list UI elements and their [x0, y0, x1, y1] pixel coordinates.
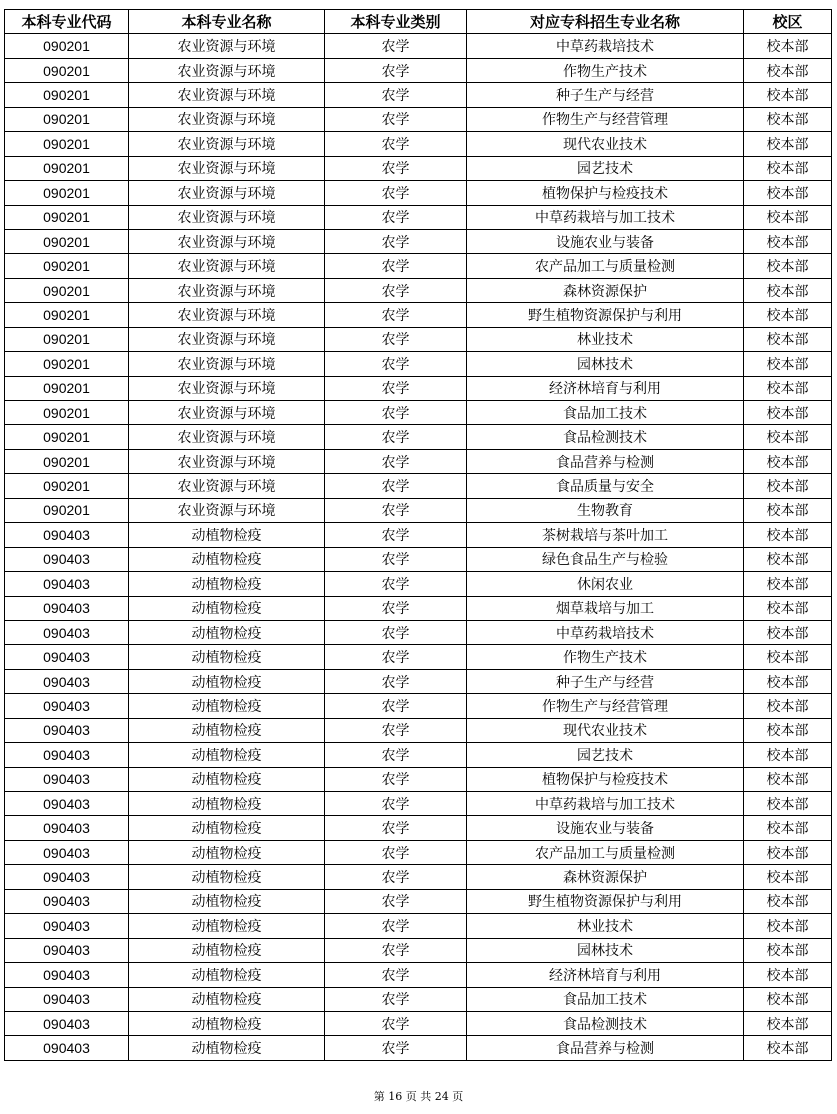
table-row — [5, 254, 832, 278]
cell-college-major: 食品检测技术 — [467, 1011, 744, 1035]
cell-major-name: 动植物检疫 — [129, 792, 325, 816]
cell-category: 农学 — [325, 474, 467, 498]
cell-code: 090201 — [5, 132, 129, 156]
cell-code: 090403 — [5, 987, 129, 1011]
cell-category: 农学 — [325, 840, 467, 864]
table-row — [5, 914, 832, 938]
cell-college-major: 农产品加工与质量检测 — [467, 254, 744, 278]
cell-college-major: 园艺技术 — [467, 743, 744, 767]
cell-college-major: 经济林培育与利用 — [467, 376, 744, 400]
cell-major-name: 农业资源与环境 — [129, 58, 325, 82]
table-row — [5, 987, 832, 1011]
cell-campus: 校本部 — [744, 401, 832, 425]
table-row — [5, 83, 832, 107]
cell-code: 090403 — [5, 767, 129, 791]
cell-college-major: 林业技术 — [467, 914, 744, 938]
cell-category: 农学 — [325, 792, 467, 816]
cell-college-major: 食品质量与安全 — [467, 474, 744, 498]
cell-college-major: 生物教育 — [467, 498, 744, 522]
cell-college-major: 现代农业技术 — [467, 132, 744, 156]
cell-code: 090403 — [5, 694, 129, 718]
cell-major-name: 农业资源与环境 — [129, 376, 325, 400]
cell-category: 农学 — [325, 156, 467, 180]
cell-campus: 校本部 — [744, 425, 832, 449]
table-row — [5, 132, 832, 156]
cell-campus: 校本部 — [744, 963, 832, 987]
cell-major-name: 农业资源与环境 — [129, 327, 325, 351]
table-row — [5, 547, 832, 571]
cell-major-name: 农业资源与环境 — [129, 181, 325, 205]
cell-category: 农学 — [325, 914, 467, 938]
cell-category: 农学 — [325, 596, 467, 620]
cell-college-major: 野生植物资源保护与利用 — [467, 889, 744, 913]
table-row — [5, 303, 832, 327]
cell-campus: 校本部 — [744, 181, 832, 205]
table-row — [5, 1011, 832, 1035]
cell-major-name: 农业资源与环境 — [129, 449, 325, 473]
cell-code: 090403 — [5, 792, 129, 816]
cell-code: 090403 — [5, 914, 129, 938]
cell-college-major: 食品检测技术 — [467, 425, 744, 449]
cell-code: 090403 — [5, 620, 129, 644]
cell-campus: 校本部 — [744, 645, 832, 669]
cell-code: 090403 — [5, 1011, 129, 1035]
cell-campus: 校本部 — [744, 669, 832, 693]
cell-code: 090403 — [5, 596, 129, 620]
cell-major-name: 农业资源与环境 — [129, 425, 325, 449]
header-campus: 校区 — [744, 10, 832, 34]
cell-major-name: 农业资源与环境 — [129, 474, 325, 498]
cell-college-major: 森林资源保护 — [467, 278, 744, 302]
cell-category: 农学 — [325, 107, 467, 131]
cell-campus: 校本部 — [744, 816, 832, 840]
cell-code: 090201 — [5, 83, 129, 107]
cell-code: 090403 — [5, 547, 129, 571]
table-row — [5, 865, 832, 889]
cell-code: 090403 — [5, 1036, 129, 1060]
cell-category: 农学 — [325, 718, 467, 742]
cell-major-name: 动植物检疫 — [129, 718, 325, 742]
cell-category: 农学 — [325, 376, 467, 400]
cell-campus: 校本部 — [744, 229, 832, 253]
cell-code: 090403 — [5, 645, 129, 669]
table-row — [5, 327, 832, 351]
cell-major-name: 动植物检疫 — [129, 1036, 325, 1060]
cell-category: 农学 — [325, 694, 467, 718]
table-row — [5, 181, 832, 205]
cell-code: 090201 — [5, 229, 129, 253]
cell-category: 农学 — [325, 743, 467, 767]
table-row — [5, 963, 832, 987]
cell-major-name: 动植物检疫 — [129, 938, 325, 962]
cell-code: 090201 — [5, 376, 129, 400]
cell-major-name: 动植物检疫 — [129, 889, 325, 913]
cell-code: 090403 — [5, 816, 129, 840]
header-college-major: 对应专科招生专业名称 — [467, 10, 744, 34]
cell-campus: 校本部 — [744, 132, 832, 156]
cell-campus: 校本部 — [744, 254, 832, 278]
cell-college-major: 植物保护与检疫技术 — [467, 767, 744, 791]
cell-major-name: 农业资源与环境 — [129, 83, 325, 107]
cell-campus: 校本部 — [744, 914, 832, 938]
cell-major-name: 农业资源与环境 — [129, 205, 325, 229]
cell-code: 090201 — [5, 254, 129, 278]
cell-category: 农学 — [325, 572, 467, 596]
cell-campus: 校本部 — [744, 792, 832, 816]
cell-college-major: 中草药栽培技术 — [467, 34, 744, 58]
cell-college-major: 作物生产技术 — [467, 58, 744, 82]
cell-major-name: 农业资源与环境 — [129, 498, 325, 522]
cell-college-major: 设施农业与装备 — [467, 816, 744, 840]
cell-category: 农学 — [325, 938, 467, 962]
cell-code: 090201 — [5, 352, 129, 376]
cell-campus: 校本部 — [744, 547, 832, 571]
table-row — [5, 58, 832, 82]
cell-category: 农学 — [325, 132, 467, 156]
cell-college-major: 作物生产与经营管理 — [467, 107, 744, 131]
cell-major-name: 动植物检疫 — [129, 987, 325, 1011]
cell-code: 090201 — [5, 303, 129, 327]
cell-campus: 校本部 — [744, 865, 832, 889]
cell-campus: 校本部 — [744, 987, 832, 1011]
cell-campus: 校本部 — [744, 1036, 832, 1060]
cell-major-name: 农业资源与环境 — [129, 352, 325, 376]
table-row — [5, 572, 832, 596]
cell-category: 农学 — [325, 669, 467, 693]
cell-major-name: 动植物检疫 — [129, 1011, 325, 1035]
cell-campus: 校本部 — [744, 156, 832, 180]
table-row — [5, 498, 832, 522]
table-row — [5, 669, 832, 693]
cell-campus: 校本部 — [744, 474, 832, 498]
table-row — [5, 889, 832, 913]
cell-college-major: 种子生产与经营 — [467, 83, 744, 107]
table-row — [5, 743, 832, 767]
cell-campus: 校本部 — [744, 205, 832, 229]
table-row — [5, 401, 832, 425]
cell-code: 090201 — [5, 425, 129, 449]
header-code: 本科专业代码 — [5, 10, 129, 34]
cell-campus: 校本部 — [744, 303, 832, 327]
major-table — [4, 9, 832, 1061]
cell-category: 农学 — [325, 205, 467, 229]
cell-code: 090403 — [5, 718, 129, 742]
cell-major-name: 动植物检疫 — [129, 914, 325, 938]
cell-code: 090201 — [5, 327, 129, 351]
cell-college-major: 食品加工技术 — [467, 401, 744, 425]
cell-college-major: 烟草栽培与加工 — [467, 596, 744, 620]
table-row — [5, 1036, 832, 1060]
cell-category: 农学 — [325, 449, 467, 473]
table-row — [5, 205, 832, 229]
cell-category: 农学 — [325, 963, 467, 987]
cell-code: 090403 — [5, 743, 129, 767]
cell-code: 090403 — [5, 865, 129, 889]
cell-major-name: 动植物检疫 — [129, 669, 325, 693]
cell-college-major: 园艺技术 — [467, 156, 744, 180]
cell-college-major: 农产品加工与质量检测 — [467, 840, 744, 864]
cell-category: 农学 — [325, 620, 467, 644]
header-major-name: 本科专业名称 — [129, 10, 325, 34]
cell-college-major: 经济林培育与利用 — [467, 963, 744, 987]
cell-category: 农学 — [325, 547, 467, 571]
cell-major-name: 动植物检疫 — [129, 840, 325, 864]
cell-category: 农学 — [325, 58, 467, 82]
cell-code: 090201 — [5, 34, 129, 58]
table-row — [5, 840, 832, 864]
cell-college-major: 绿色食品生产与检验 — [467, 547, 744, 571]
cell-campus: 校本部 — [744, 83, 832, 107]
cell-campus: 校本部 — [744, 449, 832, 473]
cell-college-major: 植物保护与检疫技术 — [467, 181, 744, 205]
cell-major-name: 动植物检疫 — [129, 620, 325, 644]
cell-campus: 校本部 — [744, 889, 832, 913]
table-row — [5, 278, 832, 302]
cell-major-name: 动植物检疫 — [129, 865, 325, 889]
cell-category: 农学 — [325, 352, 467, 376]
cell-code: 090201 — [5, 58, 129, 82]
cell-college-major: 食品加工技术 — [467, 987, 744, 1011]
cell-major-name: 动植物检疫 — [129, 963, 325, 987]
cell-campus: 校本部 — [744, 1011, 832, 1035]
cell-category: 农学 — [325, 327, 467, 351]
cell-campus: 校本部 — [744, 572, 832, 596]
cell-category: 农学 — [325, 229, 467, 253]
cell-college-major: 现代农业技术 — [467, 718, 744, 742]
table-body — [5, 34, 832, 1060]
cell-major-name: 动植物检疫 — [129, 596, 325, 620]
cell-major-name: 动植物检疫 — [129, 645, 325, 669]
cell-category: 农学 — [325, 498, 467, 522]
cell-college-major: 园林技术 — [467, 938, 744, 962]
table-row — [5, 694, 832, 718]
cell-college-major: 设施农业与装备 — [467, 229, 744, 253]
cell-major-name: 动植物检疫 — [129, 572, 325, 596]
table-row — [5, 620, 832, 644]
cell-major-name: 动植物检疫 — [129, 547, 325, 571]
cell-college-major: 中草药栽培技术 — [467, 620, 744, 644]
cell-code: 090201 — [5, 498, 129, 522]
cell-category: 农学 — [325, 401, 467, 425]
cell-major-name: 农业资源与环境 — [129, 156, 325, 180]
cell-code: 090403 — [5, 938, 129, 962]
cell-college-major: 作物生产与经营管理 — [467, 694, 744, 718]
cell-category: 农学 — [325, 83, 467, 107]
table-row — [5, 107, 832, 131]
cell-category: 农学 — [325, 889, 467, 913]
cell-code: 090201 — [5, 474, 129, 498]
cell-campus: 校本部 — [744, 376, 832, 400]
cell-major-name: 动植物检疫 — [129, 523, 325, 547]
table-row — [5, 156, 832, 180]
cell-category: 农学 — [325, 181, 467, 205]
cell-college-major: 园林技术 — [467, 352, 744, 376]
cell-code: 090403 — [5, 523, 129, 547]
cell-code: 090201 — [5, 205, 129, 229]
cell-code: 090201 — [5, 401, 129, 425]
header-row — [5, 10, 832, 34]
cell-major-name: 农业资源与环境 — [129, 278, 325, 302]
cell-college-major: 休闲农业 — [467, 572, 744, 596]
cell-code: 090403 — [5, 669, 129, 693]
cell-campus: 校本部 — [744, 596, 832, 620]
cell-code: 090201 — [5, 181, 129, 205]
cell-college-major: 食品营养与检测 — [467, 449, 744, 473]
cell-code: 090403 — [5, 963, 129, 987]
cell-category: 农学 — [325, 1036, 467, 1060]
cell-campus: 校本部 — [744, 840, 832, 864]
cell-college-major: 食品营养与检测 — [467, 1036, 744, 1060]
table-row — [5, 938, 832, 962]
table-row — [5, 474, 832, 498]
cell-code: 090403 — [5, 840, 129, 864]
cell-major-name: 动植物检疫 — [129, 694, 325, 718]
table-row — [5, 229, 832, 253]
cell-category: 农学 — [325, 254, 467, 278]
cell-major-name: 农业资源与环境 — [129, 132, 325, 156]
table-row — [5, 376, 832, 400]
cell-major-name: 农业资源与环境 — [129, 229, 325, 253]
cell-college-major: 种子生产与经营 — [467, 669, 744, 693]
cell-college-major: 作物生产技术 — [467, 645, 744, 669]
table-row — [5, 449, 832, 473]
cell-campus: 校本部 — [744, 352, 832, 376]
cell-category: 农学 — [325, 278, 467, 302]
cell-major-name: 动植物检疫 — [129, 767, 325, 791]
cell-category: 农学 — [325, 645, 467, 669]
cell-category: 农学 — [325, 523, 467, 547]
cell-major-name: 农业资源与环境 — [129, 34, 325, 58]
cell-campus: 校本部 — [744, 278, 832, 302]
cell-major-name: 动植物检疫 — [129, 743, 325, 767]
cell-major-name: 农业资源与环境 — [129, 303, 325, 327]
cell-campus: 校本部 — [744, 498, 832, 522]
cell-category: 农学 — [325, 987, 467, 1011]
table-row — [5, 792, 832, 816]
table-row — [5, 523, 832, 547]
cell-code: 090201 — [5, 107, 129, 131]
cell-campus: 校本部 — [744, 767, 832, 791]
cell-code: 090201 — [5, 278, 129, 302]
cell-category: 农学 — [325, 816, 467, 840]
cell-college-major: 野生植物资源保护与利用 — [467, 303, 744, 327]
cell-college-major: 中草药栽培与加工技术 — [467, 792, 744, 816]
table-row — [5, 596, 832, 620]
cell-campus: 校本部 — [744, 107, 832, 131]
cell-campus: 校本部 — [744, 694, 832, 718]
cell-major-name: 农业资源与环境 — [129, 107, 325, 131]
cell-campus: 校本部 — [744, 743, 832, 767]
cell-campus: 校本部 — [744, 34, 832, 58]
cell-college-major: 茶树栽培与茶叶加工 — [467, 523, 744, 547]
cell-college-major: 林业技术 — [467, 327, 744, 351]
table-row — [5, 34, 832, 58]
cell-code: 090201 — [5, 449, 129, 473]
table-row — [5, 352, 832, 376]
cell-category: 农学 — [325, 865, 467, 889]
cell-campus: 校本部 — [744, 327, 832, 351]
cell-campus: 校本部 — [744, 938, 832, 962]
table-row — [5, 767, 832, 791]
header-category: 本科专业类别 — [325, 10, 467, 34]
cell-campus: 校本部 — [744, 58, 832, 82]
cell-category: 农学 — [325, 303, 467, 327]
table-row — [5, 816, 832, 840]
cell-campus: 校本部 — [744, 620, 832, 644]
cell-category: 农学 — [325, 767, 467, 791]
cell-college-major: 中草药栽培与加工技术 — [467, 205, 744, 229]
cell-code: 090403 — [5, 889, 129, 913]
cell-college-major: 森林资源保护 — [467, 865, 744, 889]
cell-category: 农学 — [325, 34, 467, 58]
cell-category: 农学 — [325, 1011, 467, 1035]
cell-category: 农学 — [325, 425, 467, 449]
cell-campus: 校本部 — [744, 523, 832, 547]
cell-code: 090201 — [5, 156, 129, 180]
table-row — [5, 718, 832, 742]
table-row — [5, 425, 832, 449]
cell-major-name: 农业资源与环境 — [129, 401, 325, 425]
cell-major-name: 农业资源与环境 — [129, 254, 325, 278]
cell-major-name: 动植物检疫 — [129, 816, 325, 840]
table-row — [5, 645, 832, 669]
page-footer: 第 16 页 共 24 页 — [373, 1090, 464, 1103]
cell-code: 090403 — [5, 572, 129, 596]
cell-campus: 校本部 — [744, 718, 832, 742]
